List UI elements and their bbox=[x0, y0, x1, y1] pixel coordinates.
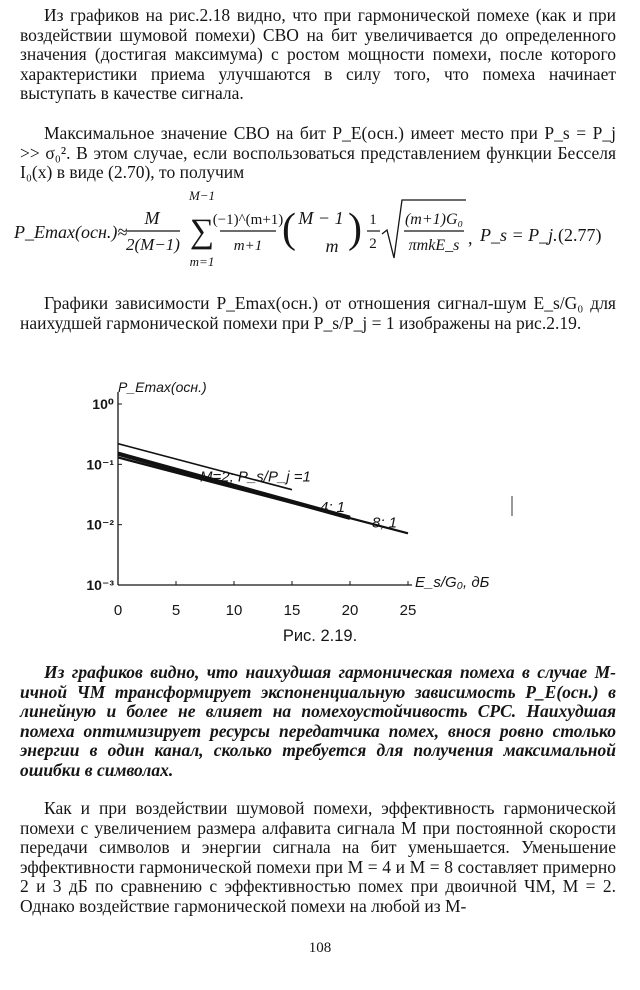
series-label: M=2; P_s/P_j =1 bbox=[200, 468, 311, 486]
formula-number: (2.77) bbox=[558, 225, 602, 245]
page-number: 108 bbox=[308, 940, 332, 956]
paragraph-intro: Из графиков на рис.2.18 видно, что при гармонической помехе (как и при воздействии шумовой помехи) СВО на бит увеличивается до определенного значения (достигая максимума) с ростом мощности помехи, после которого характеристики приема улучшаются в силу того, что помеха начинает выступать в качестве сигнала. bbox=[20, 5, 616, 104]
formula-condition: P_s = P_j. bbox=[480, 225, 558, 245]
chart-series bbox=[118, 444, 408, 534]
formula-sqrt-den: πmkE_s bbox=[408, 237, 460, 254]
chart-xlabel: E_s/G₀, дБ bbox=[415, 574, 490, 591]
x-tick-label: 20 bbox=[341, 602, 359, 619]
formula-frac-num: (−1)^(m+1) bbox=[212, 212, 284, 228]
series-label: 4; 1 bbox=[320, 498, 346, 516]
sum-symbol: ∑ bbox=[189, 213, 215, 250]
formula-sum-lower: m=1 bbox=[189, 254, 215, 269]
binom-right-paren: ) bbox=[348, 206, 362, 252]
formula-lhs: P_Emax(осн.)≈ bbox=[14, 222, 128, 242]
paragraph-max-value: Максимальное значение СВО на бит P_E(осн.) имеет место при P_s = P_j >> σ₀². В этом случае, если воспользоваться представлением функции Бесселя I₀(x) в виде (2.70), то получим bbox=[20, 123, 616, 183]
y-tick-label: 10⁻² bbox=[86, 516, 114, 533]
formula-numerator: M bbox=[144, 208, 160, 228]
paragraph-efficiency: Как и при воздействии шумовой помехи, эффективность гармонической помехи с увеличением размера алфавита сигнала M при постоянной скорости передачи символов и энергии сигнала на бит уменьшается. Уменьшение эффективности гармонической помехи при M = 4 и M = 8 составляет примерно 2 и 3 дБ по сравнению с эффективностью помех при двоичной ЧМ, M = 2. Однако воздействие гармонической помехи на любой из М- bbox=[20, 798, 616, 916]
y-tick-label: 10⁰ bbox=[92, 396, 114, 412]
paragraph-graphs: Графики зависимости P_Emax(осн.) от отношения сигнал-шум E_s/G₀ для наихудшей гармонической помехи при P_s/P_j = 1 изображены на рис.2.19. bbox=[20, 293, 616, 333]
series-label: 8; 1 bbox=[372, 514, 398, 532]
formula-comma: , bbox=[468, 228, 473, 248]
formula-binom-top: M − 1 bbox=[298, 208, 344, 228]
x-tick-label: 5 bbox=[171, 602, 181, 619]
chart-ylabel: P_Emax(осн.) bbox=[118, 379, 207, 395]
chart-axes bbox=[118, 392, 512, 585]
binom-left-paren: ( bbox=[282, 206, 296, 252]
x-tick-label: 15 bbox=[283, 602, 301, 619]
paragraph-conclusion: Из графиков видно, что наихудшая гармоническая помеха в случае М-ичной ЧМ трансформирует экспоненциальную зависимость P_E(осн.) в линейную и более не влияет на помехоустойчивость СРС. Наихудшая помеха оптимизирует ресурсы передатчика помех, внося ровно столько энергии в один канал, сколько требуется для получения максимальной ошибки в символах. bbox=[20, 662, 616, 780]
x-tick-label: 0 bbox=[113, 602, 123, 619]
formula-sqrt-num: (m+1)G₀ bbox=[404, 211, 464, 228]
x-tick-label: 10 bbox=[225, 602, 243, 619]
formula-sum-upper: M−1 bbox=[188, 188, 216, 203]
x-tick-label: 25 bbox=[399, 602, 417, 619]
formula-frac-den: m+1 bbox=[233, 238, 263, 254]
figure-caption: Рис. 2.19. bbox=[282, 627, 358, 645]
formula-denominator: 2(M−1) bbox=[126, 235, 180, 254]
formula-2-77 bbox=[14, 186, 626, 278]
formula-half-den: 2 bbox=[369, 236, 377, 252]
formula-binom-bottom: m bbox=[325, 236, 339, 256]
y-tick-label: 10⁻³ bbox=[86, 577, 114, 593]
formula-half-num: 1 bbox=[369, 212, 377, 228]
chart-figure-2-19 bbox=[60, 368, 560, 668]
y-tick-label: 10⁻¹ bbox=[86, 456, 114, 473]
